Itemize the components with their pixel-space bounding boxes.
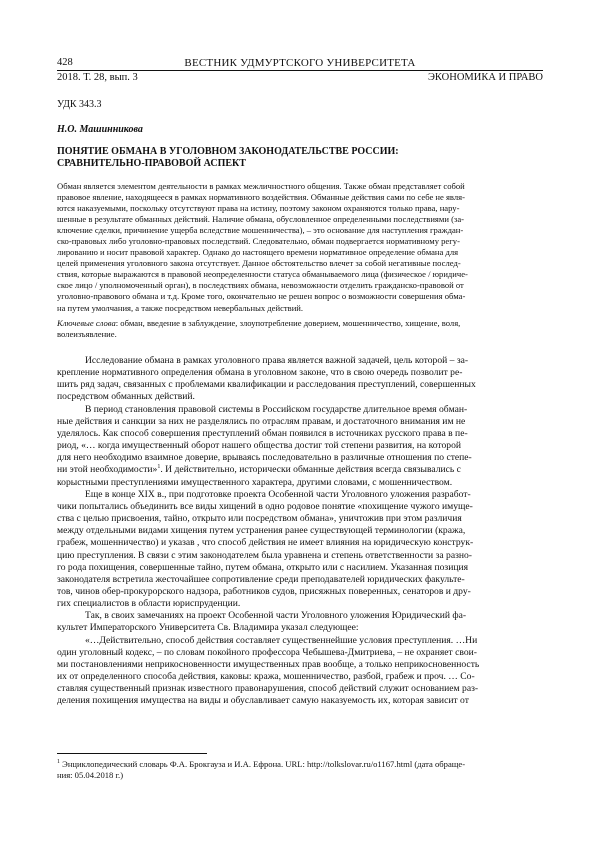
- keywords-text: : обман, введение в заблуждение, злоупотребление доверием, мошенничество, хищение, воля,: [115, 318, 461, 328]
- abstract-line: ключение сделки, причинение ущерба вследствие мошенничества), – это основание для наступления граждан-: [57, 225, 464, 236]
- page-number: 428: [57, 57, 73, 68]
- body-line: [57, 489, 543, 501]
- body-text: чики попытались объединить все виды хищений в одно родовое понятие «похищение чужого имуще-: [57, 500, 473, 512]
- body-line: [57, 416, 543, 428]
- body-text: Исследование обмана в рамках уголовного права является важной задачей, цель которой – за-: [85, 355, 469, 366]
- body-text: деления похищения имущества на виды и обуславливает самую наказуемость их, которая зависит от: [57, 695, 469, 707]
- body-text: Так, в своих замечаниях на проект Особенной части Уголовного уложения Юридический фа-: [85, 610, 467, 622]
- keywords-line: [57, 318, 543, 329]
- keywords-label: Ключевые слова: [57, 318, 116, 328]
- body-text: их от определенного способа действия, каковы: кража, мошенничество, разбой, грабеж и проч. … Со-: [57, 671, 475, 683]
- body-text: уделялось. Как способ совершения преступлений обман появился в источниках русского права в пе-: [57, 427, 468, 439]
- article-body: [57, 355, 543, 708]
- body-text: В период становления правовой системы в Российском государстве длительное время обман-: [85, 403, 468, 415]
- body-text: го рода похищения, совершенные тайно, путем обмана, открыто или с насилием. Указанная позиция: [57, 561, 469, 573]
- title-line: ПОНЯТИЕ ОБМАНА В УГОЛОВНОМ ЗАКОНОДАТЕЛЬСТВЕ РОССИИ:: [57, 146, 399, 157]
- journal-name: ВЕСТНИК УДМУРТСКОГО УНИВЕРСИТЕТА: [184, 57, 416, 69]
- body-text: ставляя существенный признак известного правонарушения, способ действий служит основанием раз-: [57, 683, 479, 695]
- body-text: . И действительно, исторически обманные действия всегда связывались с: [160, 464, 461, 476]
- body-line: [57, 598, 543, 610]
- body-text: тов, чинов обер-прокурорского надзора, работников судов, присяжных поверенных, сенаторов и дру-: [57, 585, 471, 597]
- body-line: [57, 440, 543, 452]
- footnote-text: Энциклопедический словарь Ф.А. Брокгауза и И.А. Ефрона. URL: http://tolkslovar.ru/o1167.html (дата обраще-: [60, 759, 466, 769]
- abstract-line: лированию и носит правовой характер. Однако до настоящего времени нормативное определение обмана для: [57, 247, 459, 258]
- abstract-line: целей применения уголовного закона отсутствует. Данное обстоятельство влечет за собой негативные послед-: [57, 258, 461, 269]
- issue-info: 2018. Т. 28, вып. 3: [57, 72, 138, 83]
- body-text: риод, «… когда имущественный оборот нашего общества достиг той степени развития, на которой: [57, 440, 462, 452]
- abstract-line: ются наказуемыми, поскольку отсутствуют права на истину, поэтому законом охраняются только права, нару-: [57, 203, 460, 214]
- footnote: [57, 759, 543, 781]
- article-title: [57, 146, 543, 170]
- footnote-line: ния: 05.04.2018 г.): [57, 770, 124, 780]
- abstract-line: уголовно-правового обмана и т.д. Кроме того, окончательно не решен вопрос о возможности совершения обма-: [57, 291, 466, 302]
- abstract-line: ствия, которые выражаются в правовой неопределенности статуса обманываемого лица (физическое / юридиче-: [57, 269, 468, 280]
- body-text: ства с целью присвоения, тайно, открыто или посредством обмана», уничтожив при этом различия: [57, 513, 462, 525]
- udk-code: УДК 343.3: [57, 99, 102, 110]
- abstract-line: на путем умолчания, а также посредством невербальных действий.: [57, 302, 304, 313]
- footnote-line: [57, 759, 543, 770]
- body-text: ми постановлениями неприкосновенности имущественных прав вообще, а только неприкосновенность: [57, 658, 480, 670]
- body-line: [57, 671, 543, 683]
- body-line: [57, 622, 543, 634]
- keywords: [57, 318, 543, 340]
- header-rule: [57, 70, 543, 71]
- body-text: между отдельными видами хищения путем устранения ранее существующей терминологии (кража,: [57, 525, 466, 537]
- body-line: [57, 428, 543, 440]
- body-text: «…Действительно, способ действия составляет существеннейшие условия преступления. …Ни: [85, 634, 478, 646]
- body-text: один уголовный кодекс, – по словам покойного профессора Чебышева-Дмитриева, – не охраняет свои-: [57, 646, 478, 658]
- body-text: посредством обманных действий.: [57, 391, 195, 403]
- body-text: ные действия и санкции за них не разделялись по отраслям правам, и достаточного внимания им не: [57, 415, 466, 427]
- abstract-line: шенные в результате обманных действий. Наличие обмана, обусловленное определенными последствиями (за-: [57, 214, 465, 225]
- body-line: [57, 586, 543, 598]
- body-line: [57, 464, 543, 476]
- abstract: [57, 181, 543, 314]
- body-text: законодателя встретила жесточайшее сопротивление среди преподавателей юридических факульте-: [57, 573, 465, 585]
- abstract-line: ское лицо / уполномоченный орган), в последствиях обмана, невозможности отделить гражданско-правовой от: [57, 280, 464, 291]
- body-text: ни этой необходимости»: [57, 464, 158, 476]
- body-line: [57, 391, 543, 403]
- abstract-line: ско-правовых либо уголовно-правовых последствий. Следовательно, обман подвергается нормативному регу-: [57, 236, 460, 247]
- body-line: [57, 659, 543, 671]
- footnote-rule: [57, 753, 207, 754]
- body-line: [57, 610, 543, 622]
- body-text: для него необходимо взаимное доверие, врываясь последовательно в различные отношения по степе-: [57, 452, 472, 464]
- body-text: шить ряд задач, связанных с проблемами квалификации и расследования преступлений, совершенных: [57, 379, 476, 391]
- body-line: [57, 501, 543, 513]
- body-line: [57, 513, 543, 525]
- body-line: [57, 367, 543, 379]
- body-line: [57, 683, 543, 695]
- section-name: ЭКОНОМИКА И ПРАВО: [427, 72, 543, 83]
- body-line: [57, 695, 543, 707]
- abstract-line: правовое явление, находящееся в рамках нормативного воздействия. Обманные действия сами по себе не явля-: [57, 192, 465, 203]
- keywords-line: волеизъявление.: [57, 329, 117, 340]
- body-text: цию преступления. В связи с этим законодателем была уравнена и степень ответственности за разно-: [57, 549, 473, 561]
- body-line: [57, 647, 543, 659]
- body-line: [57, 452, 543, 464]
- body-line: [57, 550, 543, 562]
- body-line: [57, 355, 543, 367]
- body-line: [57, 404, 543, 416]
- title-line: СРАВНИТЕЛЬНО-ПРАВОВОЙ АСПЕКТ: [57, 158, 246, 169]
- body-text: гих специалистов в области юриспруденции.: [57, 598, 241, 610]
- footnote-ref: 1: [157, 464, 161, 471]
- body-text: Еще в конце XIX в., при подготовке проекта Особенной части Уголовного уложения разработ-: [85, 488, 471, 500]
- body-line: [57, 379, 543, 391]
- abstract-line: Обман является элементом деятельности в рамках межличностного общения. Также обман представляет собой: [57, 181, 465, 191]
- body-text: корыстными преступлениями имущественного характера, другими словами, с мошенничеством.: [57, 476, 453, 488]
- body-line: [57, 537, 543, 549]
- body-line: [57, 574, 543, 586]
- author-name: Н.О. Машинникова: [57, 124, 143, 135]
- body-text: грабеж, мошенничество) и указав , что способ действия не имеет влияния на юридическую конструк-: [57, 537, 474, 549]
- body-text: культет Императорского Университета Св. Владимира указал следующее:: [57, 622, 359, 634]
- footnote-mark: 1: [57, 759, 60, 766]
- body-line: [57, 635, 543, 647]
- body-text: крепление нормативного определения обмана в уголовном законе, что в свою очередь позволит ре-: [57, 367, 463, 379]
- body-line: [57, 477, 543, 489]
- body-line: [57, 562, 543, 574]
- body-line: [57, 525, 543, 537]
